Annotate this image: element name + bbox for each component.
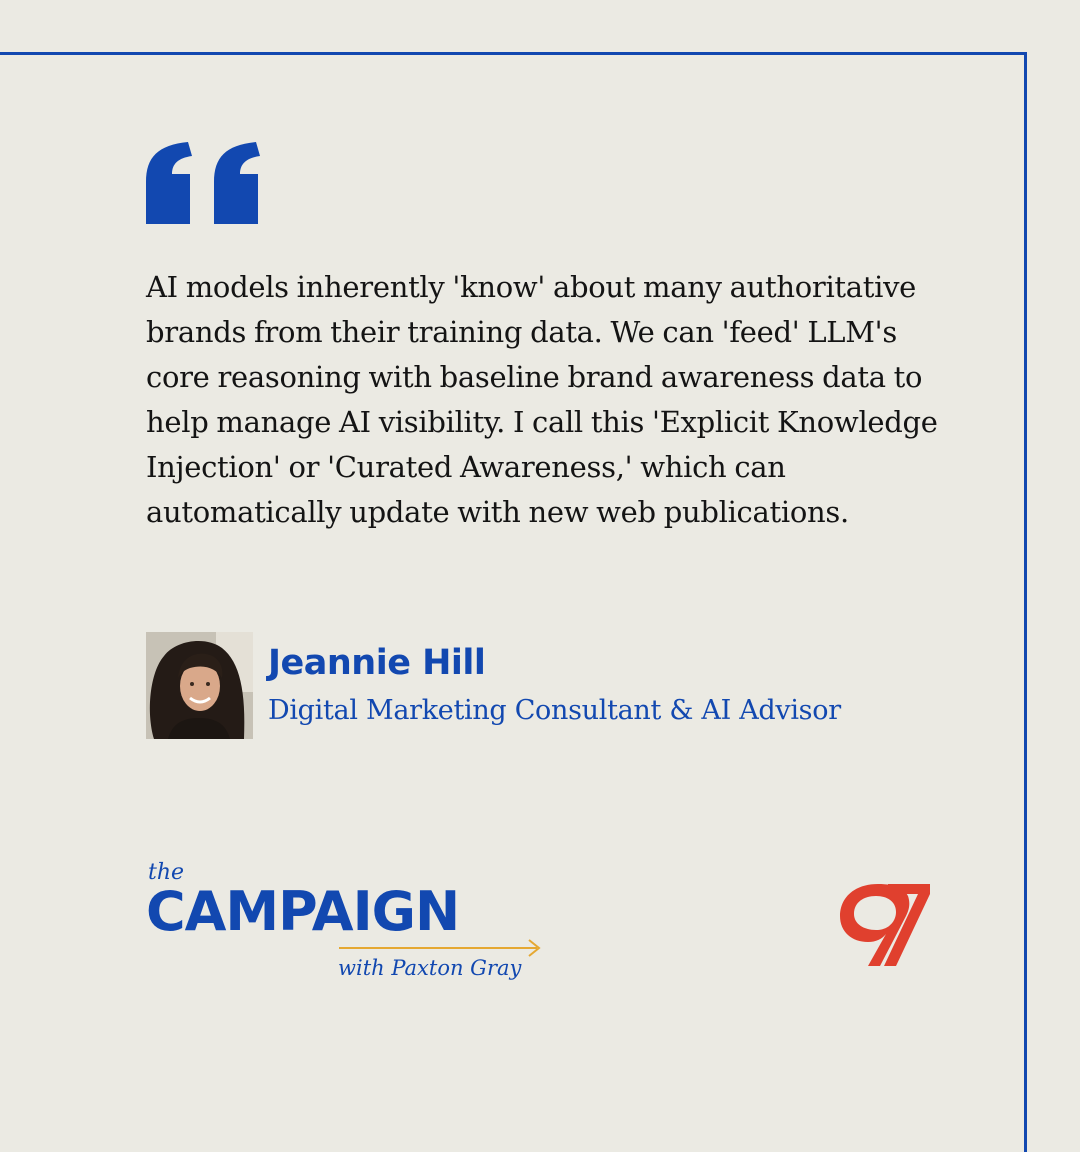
quotation-mark-icon bbox=[146, 142, 262, 224]
quote-text: AI models inherently 'know' about many authoritative brands from their training data. We can 'feed' LLM's core reasoning with baseline brand awareness data to help manage AI visibility. I call this 'Explicit Knowledge Injection' or 'Curated Awareness,' which can automatically update with new web publications. bbox=[146, 270, 938, 529]
campaign-logo bbox=[146, 860, 546, 990]
author-name: Jeannie Hill bbox=[268, 643, 486, 683]
97-logo-icon bbox=[836, 880, 932, 968]
author-title: Digital Marketing Consultant & AI Advisor bbox=[268, 695, 841, 726]
logo-show-name: CAMPAIGN bbox=[146, 880, 460, 943]
avatar bbox=[146, 632, 253, 739]
logo-the-label: the bbox=[148, 860, 185, 885]
logo-host-line: with Paxton Gray bbox=[338, 956, 522, 980]
